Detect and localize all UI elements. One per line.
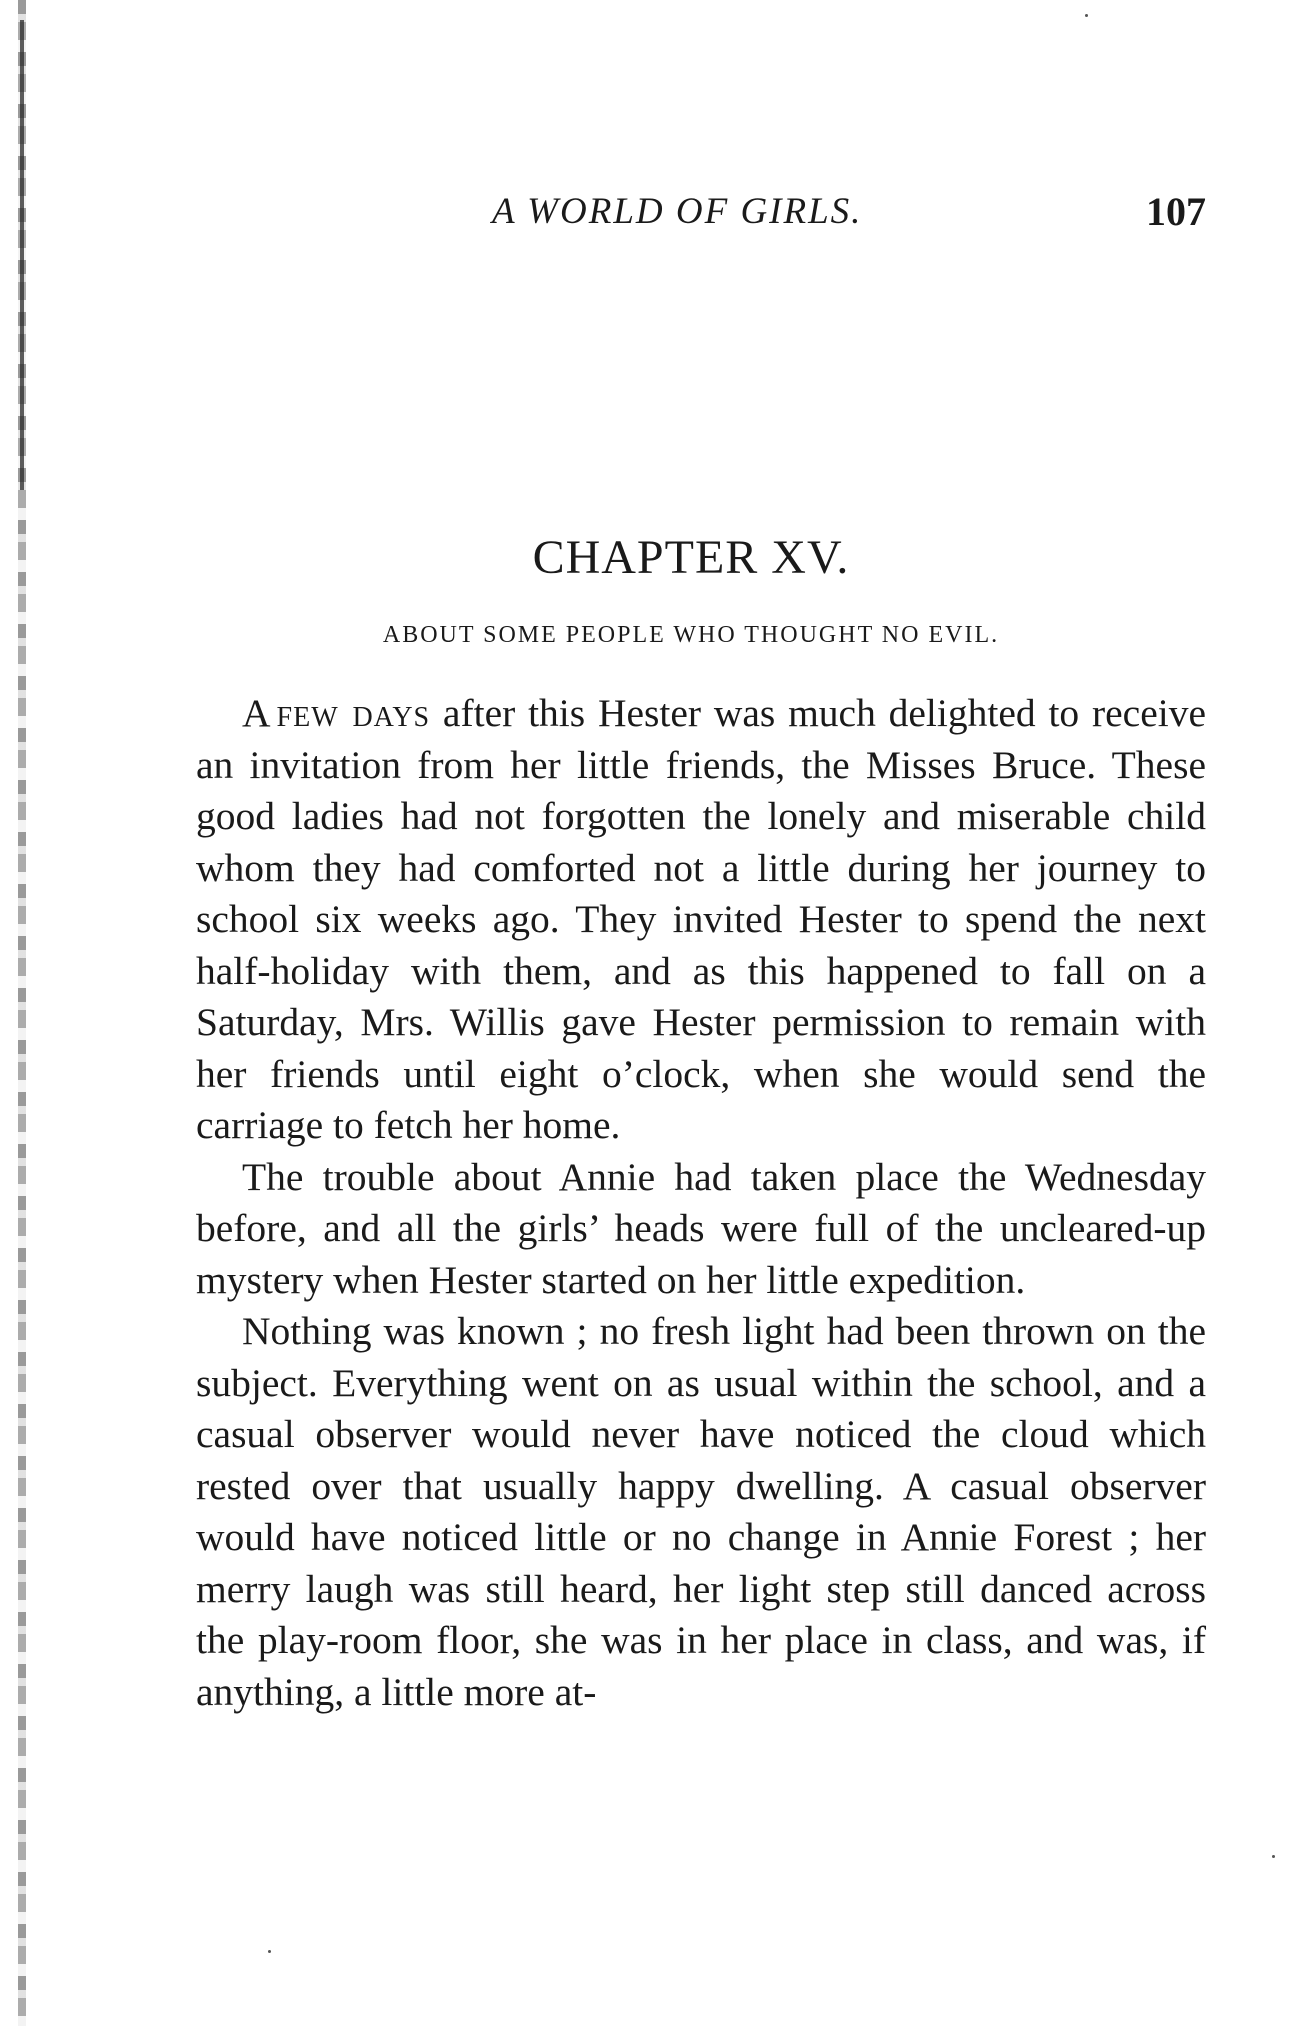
paragraph-2: The trouble about Annie had taken place the Wednesday before, and all the girls’ heads were full of the uncleared-up mystery when Hester started on her little expedition.: [196, 1154, 1206, 1302]
binding-shadow: [20, 20, 24, 490]
page-number: 107: [1146, 189, 1206, 234]
paragraph-1-text: after this Hester was much delighted to receive an invitation from her little friends, the Misses Bruce. These good ladies had not forgotten the lonely and miserable child whom they had comforted not a little during her journey to school six weeks ago. They invited Hester to spend the next half-holiday with them, and as this happened to fall on a Saturday, Mrs. Willis gave Hester permission to remain with her friends until eight o’clock, when she would send the carriage to fetch her home.: [196, 691, 1206, 1147]
paper-speck: [1272, 1855, 1275, 1858]
paragraph-lead-letter: A: [242, 691, 277, 735]
body-text: [196, 688, 1206, 1718]
chapter-title: CHAPTER XV.: [532, 531, 850, 584]
paper-speck: [1085, 14, 1088, 17]
running-header: [196, 190, 1206, 250]
paragraph-lead-smallcaps: few days: [276, 691, 431, 735]
paragraph-3: Nothing was known ; no fresh light had been thrown on the subject. Everything went on as usual within the school, and a casual observer would never have noticed the cloud which rested over that usually happy dwelling. A casual observer would have noticed little or no change in Annie Forest ; her merry laugh was still heard, her light step still danced across the play-room floor, she was in her place in class, and was, if anything, a little more at-: [196, 1309, 1206, 1714]
paragraph-1: [196, 688, 1206, 1152]
running-title: A WORLD OF GIRLS.: [492, 191, 863, 232]
paper-speck: [268, 1950, 271, 1953]
chapter-subtitle: ABOUT SOME PEOPLE WHO THOUGHT NO EVIL.: [382, 622, 1000, 648]
